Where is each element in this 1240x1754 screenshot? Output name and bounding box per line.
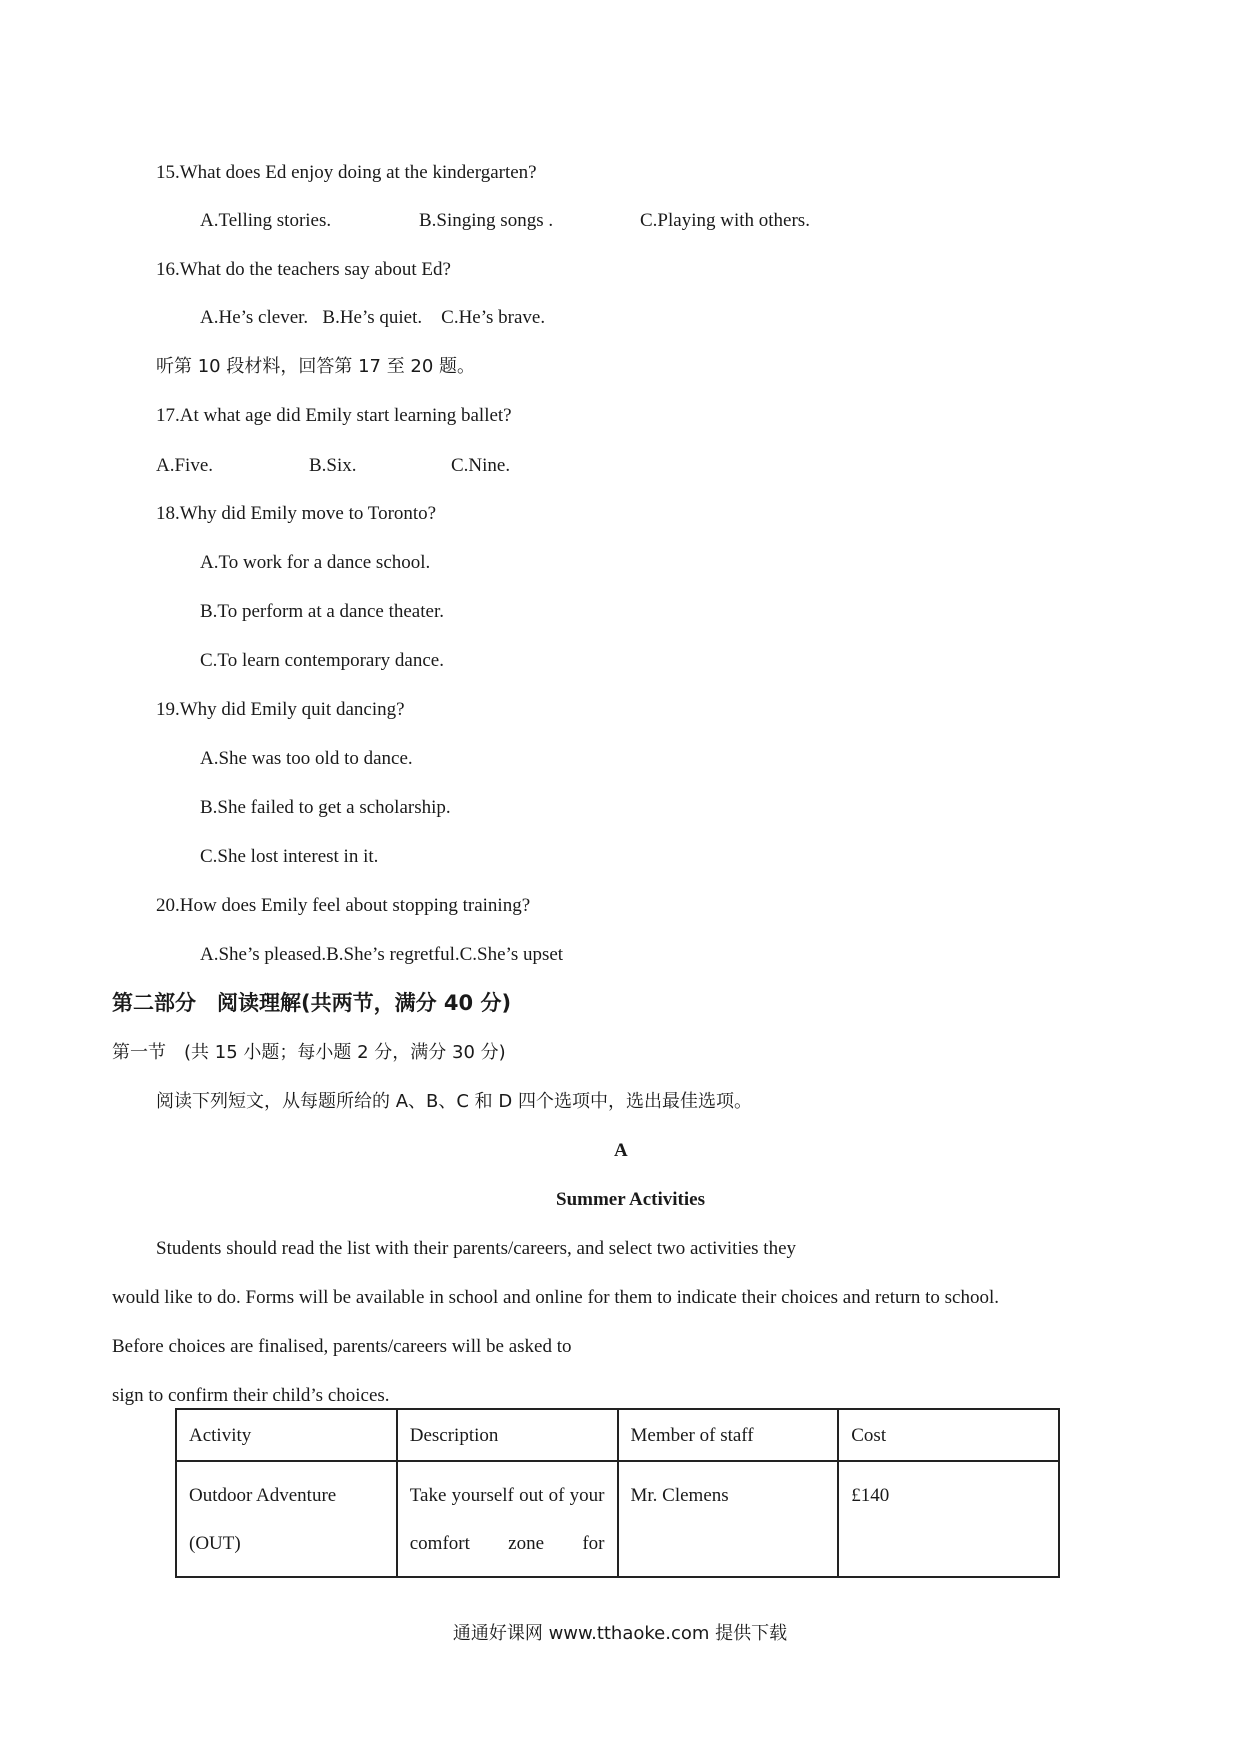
passage-line-4: sign to confirm their child’s choices.: [112, 1385, 390, 1406]
passage-line-3: Before choices are finalised, parents/careers will be asked to: [112, 1336, 572, 1357]
table-header-activity: Activity: [176, 1409, 397, 1461]
question-16-stem: 16.What do the teachers say about Ed?: [156, 259, 451, 280]
question-19-option-b[interactable]: B.She failed to get a scholarship.: [200, 797, 451, 818]
table-cell-activity: Outdoor Adventure (OUT): [176, 1461, 397, 1577]
passage-title: Summer Activities: [556, 1189, 705, 1210]
question-18-option-a[interactable]: A.To work for a dance school.: [200, 552, 431, 573]
question-19-option-a[interactable]: A.She was too old to dance.: [200, 748, 413, 769]
table-header-description: Description: [397, 1409, 618, 1461]
question-15-option-c[interactable]: C.Playing with others.: [640, 210, 810, 231]
question-17-option-c[interactable]: C.Nine.: [451, 455, 511, 476]
question-17-options: [156, 454, 656, 478]
table-cell-description: Take yourself out of your comfort zone for: [397, 1461, 618, 1577]
question-17-stem: 17.At what age did Emily start learning ballet?: [156, 405, 512, 426]
question-20-options[interactable]: A.She’s pleased.B.She’s regretful.C.She’s upset: [200, 944, 564, 965]
question-15-option-a[interactable]: A.Telling stories.: [200, 210, 332, 231]
question-17-option-b[interactable]: B.Six.: [309, 455, 357, 476]
section-1-instruction: 阅读下列短文，从每题所给的 A、B、C 和 D 四个选项中，选出最佳选项。: [156, 1091, 752, 1112]
question-15-stem: 15.What does Ed enjoy doing at the kindergarten?: [156, 162, 537, 183]
question-18-option-c[interactable]: C.To learn contemporary dance.: [200, 650, 444, 671]
table-header-row: [176, 1409, 1059, 1461]
question-20-stem: 20.How does Emily feel about stopping training?: [156, 895, 531, 916]
part-2-title: 第二部分 阅读理解(共两节，满分 40 分): [112, 991, 512, 1015]
table-header-cost: Cost: [838, 1409, 1059, 1461]
question-15-option-b[interactable]: B.Singing songs .: [419, 210, 554, 231]
activities-table: [175, 1408, 1060, 1578]
table-header-staff: Member of staff: [618, 1409, 839, 1461]
section-1-title: 第一节 (共 15 小题；每小题 2 分，满分 30 分): [112, 1042, 506, 1063]
passage-line-1: Students should read the list with their parents/careers, and select two activities they: [156, 1238, 797, 1259]
question-16-options[interactable]: A.He’s clever. B.He’s quiet. C.He’s brave.: [200, 307, 546, 328]
question-19-option-c[interactable]: C.She lost interest in it.: [200, 846, 379, 867]
question-18-stem: 18.Why did Emily move to Toronto?: [156, 503, 437, 524]
page-footer: 通通好课网 www.tthaoke.com 提供下载: [452, 1623, 788, 1644]
passage-letter: A: [614, 1140, 628, 1161]
question-17-option-a[interactable]: A.Five.: [156, 455, 213, 476]
table-row: [176, 1461, 1059, 1577]
question-18-option-b[interactable]: B.To perform at a dance theater.: [200, 601, 444, 622]
question-19-stem: 19.Why did Emily quit dancing?: [156, 699, 405, 720]
passage-line-2: would like to do. Forms will be available in school and online for them to indicate their choices and return to school.: [112, 1287, 999, 1308]
question-15-options: [200, 209, 1000, 233]
instruction-segment-10: 听第 10 段材料，回答第 17 至 20 题。: [156, 356, 476, 377]
table-cell-cost: £140: [838, 1461, 1059, 1577]
table-cell-staff: Mr. Clemens: [618, 1461, 839, 1577]
